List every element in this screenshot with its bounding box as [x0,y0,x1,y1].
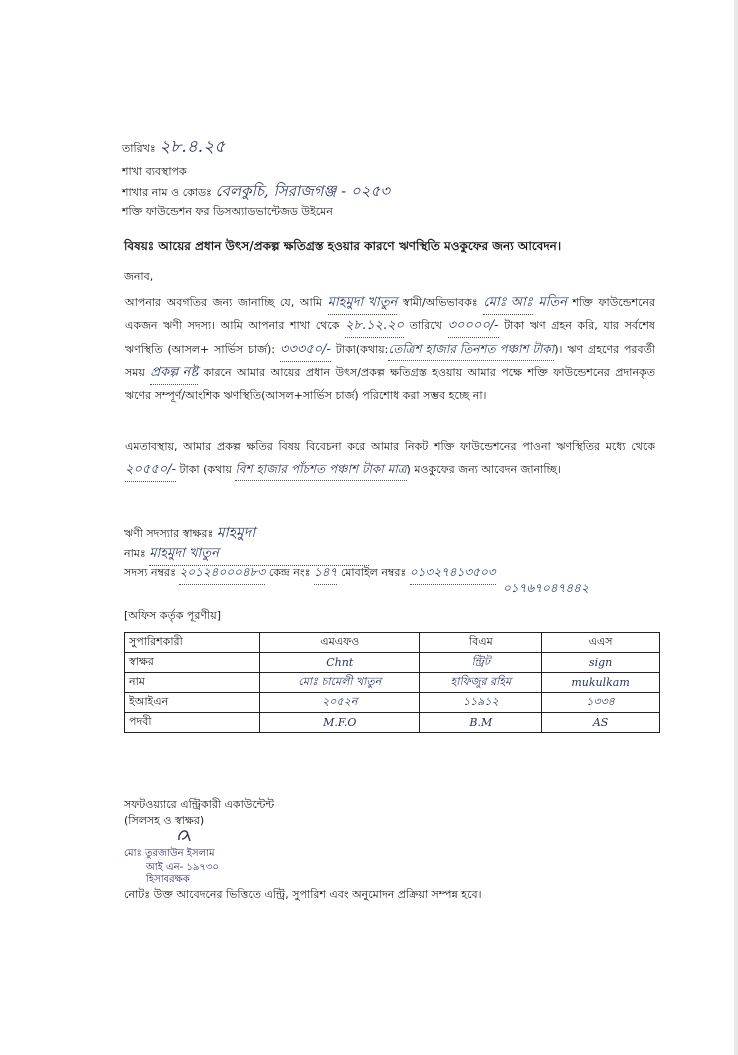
member-name-filled: মাহমুদা খাতুন [328,292,398,315]
bm-signature: ন্ট্রিট [420,653,542,673]
mfo-name: মোঃ চামেলী খাতুন [260,673,420,693]
accountant-title: সফটওয়্যারে এন্ট্রিকারী একাউন্টেন্ট [124,798,275,811]
bm-ein: ১১৯১২ [420,693,542,713]
accountant-signature-mark [176,827,194,843]
note-line [124,886,482,905]
header-recommender: সুপারিশকারী [125,633,260,653]
body1-text-5: টাকা ঋণ গ্রহন করি, যার সর্বশেষ ঋণস্থিতি (আসল+ সার্ভিস চার্জ): [125,319,655,356]
subject-line: বিষয়ঃ আয়ের প্রধান উৎস/প্রকল্প ক্ষতিগ্রস্ত হওয়ার কারণে ঋণস্থিতি মওকুফের জন্য আবেদন। [124,239,562,253]
loan-date-filled: ২৮.১২.২০ [345,315,404,338]
borrower-name-line [124,544,369,566]
body1-text-3: শক্তি ফাউন্ডেশনের একজন ঋণী সদস্য। আমি আপনার শাখা থেকে [125,296,655,332]
as-signature: sign [542,653,660,673]
as-name: mukulkam [542,673,660,693]
borrower-name-label: নামঃ [124,547,146,560]
date-line [122,134,225,162]
accountant-seal-note: (সিলসহ ও স্বাক্ষর) [124,814,205,827]
branch-label: শাখার নাম ও কোডঃ [122,186,212,199]
borrower-signature-line [124,521,255,545]
mobile-number-label: মোবাইল নম্বরঃ [340,566,407,579]
office-section-title: [অফিস কর্তৃক পূরণীয়] [124,609,221,622]
mfo-designation: M.F.O [260,713,420,733]
body1-text-2: স্বামী/অভিভাবকঃ [402,296,478,309]
borrower-ids-line [124,564,496,585]
scan-edge [734,0,738,1055]
branch-line [122,180,390,205]
mfo-signature: Chnt [260,653,420,673]
reason-filled: প্রকল্প নষ্ট [150,362,198,385]
note-prefix: নোটঃ [124,888,151,901]
guardian-filled-2: মতিন [538,295,567,310]
bm-name: হাফিজুর রহিম [420,673,542,693]
table-header-row [125,633,660,653]
guardian-filled: মোঃ আঃ [483,292,532,315]
row-label-name: নাম [125,673,260,693]
table-row [125,653,660,673]
row-label-signature: স্বাক্ষর [125,653,260,673]
note-text: উক্ত আবেদনের ভিত্তিতে এন্ট্রি, সুপারিশ এবং অনুমোদন প্রক্রিয়া সম্পন্ন হবে। [153,888,482,901]
member-number-label: সদস্য নম্বরঃ [124,566,176,579]
body2-text-2: টাকা (কথায় [179,463,232,476]
body-paragraph-2 [125,436,655,506]
loan-amount-filled: ৩০০০০/- [448,315,499,338]
body1-text-8: কারনে আমার আয়ের প্রধান উৎস/প্রকল্প ক্ষতিগ্রস্ত হওয়ায় আমার পক্ষে শক্তি ফাউন্ডেশনের প্রদানকৃত ঋণের সম্পূর্ণ/আংশিক ঋণস্থিতি(আসল+সার্ভিস চার্জ) পরিশোধ করা সম্ভব হচ্ছে না। [125,366,655,402]
member-number-value: ২০১২৪০০০৪৮৩ [179,564,265,585]
table-row [125,713,660,733]
stamp-id: আই এন- ১৯৭৩০ [146,862,219,873]
row-label-ein: ইআইএন [125,693,260,713]
body1-text-6: টাকা(কথায়: [335,343,389,356]
mobile-number-value-2: ০১৭৬৭০৪৭৪৪২ [503,581,589,595]
as-designation: AS [542,713,660,733]
stamp-name: মোঃ তুরজাউন ইসলাম [124,848,215,859]
body1-text-7: )। ঋণ গ্রহণের পরবর্তী সময় [125,343,655,379]
branch-value: বেলকুচি, সিরাজগঞ্জ - ০২৫৩ [215,182,390,200]
recipient-title: শাখা ব্যবস্থাপক [122,165,187,178]
body-paragraph-1 [125,292,655,432]
as-ein: ১৩৩৪ [542,693,660,713]
balance-filled: ৩৩৩৫০/- [280,339,331,362]
office-recommendation-table [124,632,660,733]
center-number-value: ১৪৭ [314,564,337,585]
salutation: জনাব, [124,270,154,283]
mfo-ein: ২০৫২ন [260,693,420,713]
center-number-label: কেন্দ্র নংঃ [268,566,311,579]
bm-designation: B.M [420,713,542,733]
header-as: এএস [542,633,660,653]
table-row [125,693,660,713]
borrower-signature: মাহমুদা [216,525,256,541]
header-mfo: এমএফও [260,633,420,653]
waiver-words-filled: বিশ হাজার পাঁচশত পঞ্চাশ টাকা মাত্র [235,458,406,481]
borrower-name-value: মাহমুদা খাতুন [149,544,369,566]
table-row [125,673,660,693]
body2-text-3: ) মওকুফের জন্য আবেদন জানাচ্ছি। [406,463,561,476]
date-value: ২৮.৪.২৫ [159,137,226,157]
borrower-signature-label: ঋণী সদস্যার স্বাক্ষরঃ [124,527,214,540]
stamp-designation: হিসাবরক্ষক [146,874,190,885]
header-bm: বিএম [420,633,542,653]
body1-text-4: তারিখে [409,319,442,332]
body2-text-1: এমতাবস্থায়, আমার প্রকল্প ক্ষতির বিষয় বিবেচনা করে আমার নিকট শক্তি ফাউন্ডেশনের পাওনা ঋণস্থিতির মধ্যে থেকে [125,440,655,453]
mobile-number-value: ০১৩২৭৪১৩৫০৩ [410,564,496,585]
date-label: তারিখঃ [122,142,156,155]
body1-text-1: আপনার অবগতির জন্য জানাচ্ছি যে, আমি [125,296,322,309]
balance-words-filled: তেত্রিশ হাজার তিনশত পঞ্চাশ টাকা [388,338,554,361]
organization-name: শক্তি ফাউন্ডেশন ফর ডিসঅ্যাডভান্টেজড উইমেন [122,205,333,218]
row-label-designation: পদবী [125,713,260,733]
waiver-amount-filled: ২০৫৫০/- [125,459,176,482]
